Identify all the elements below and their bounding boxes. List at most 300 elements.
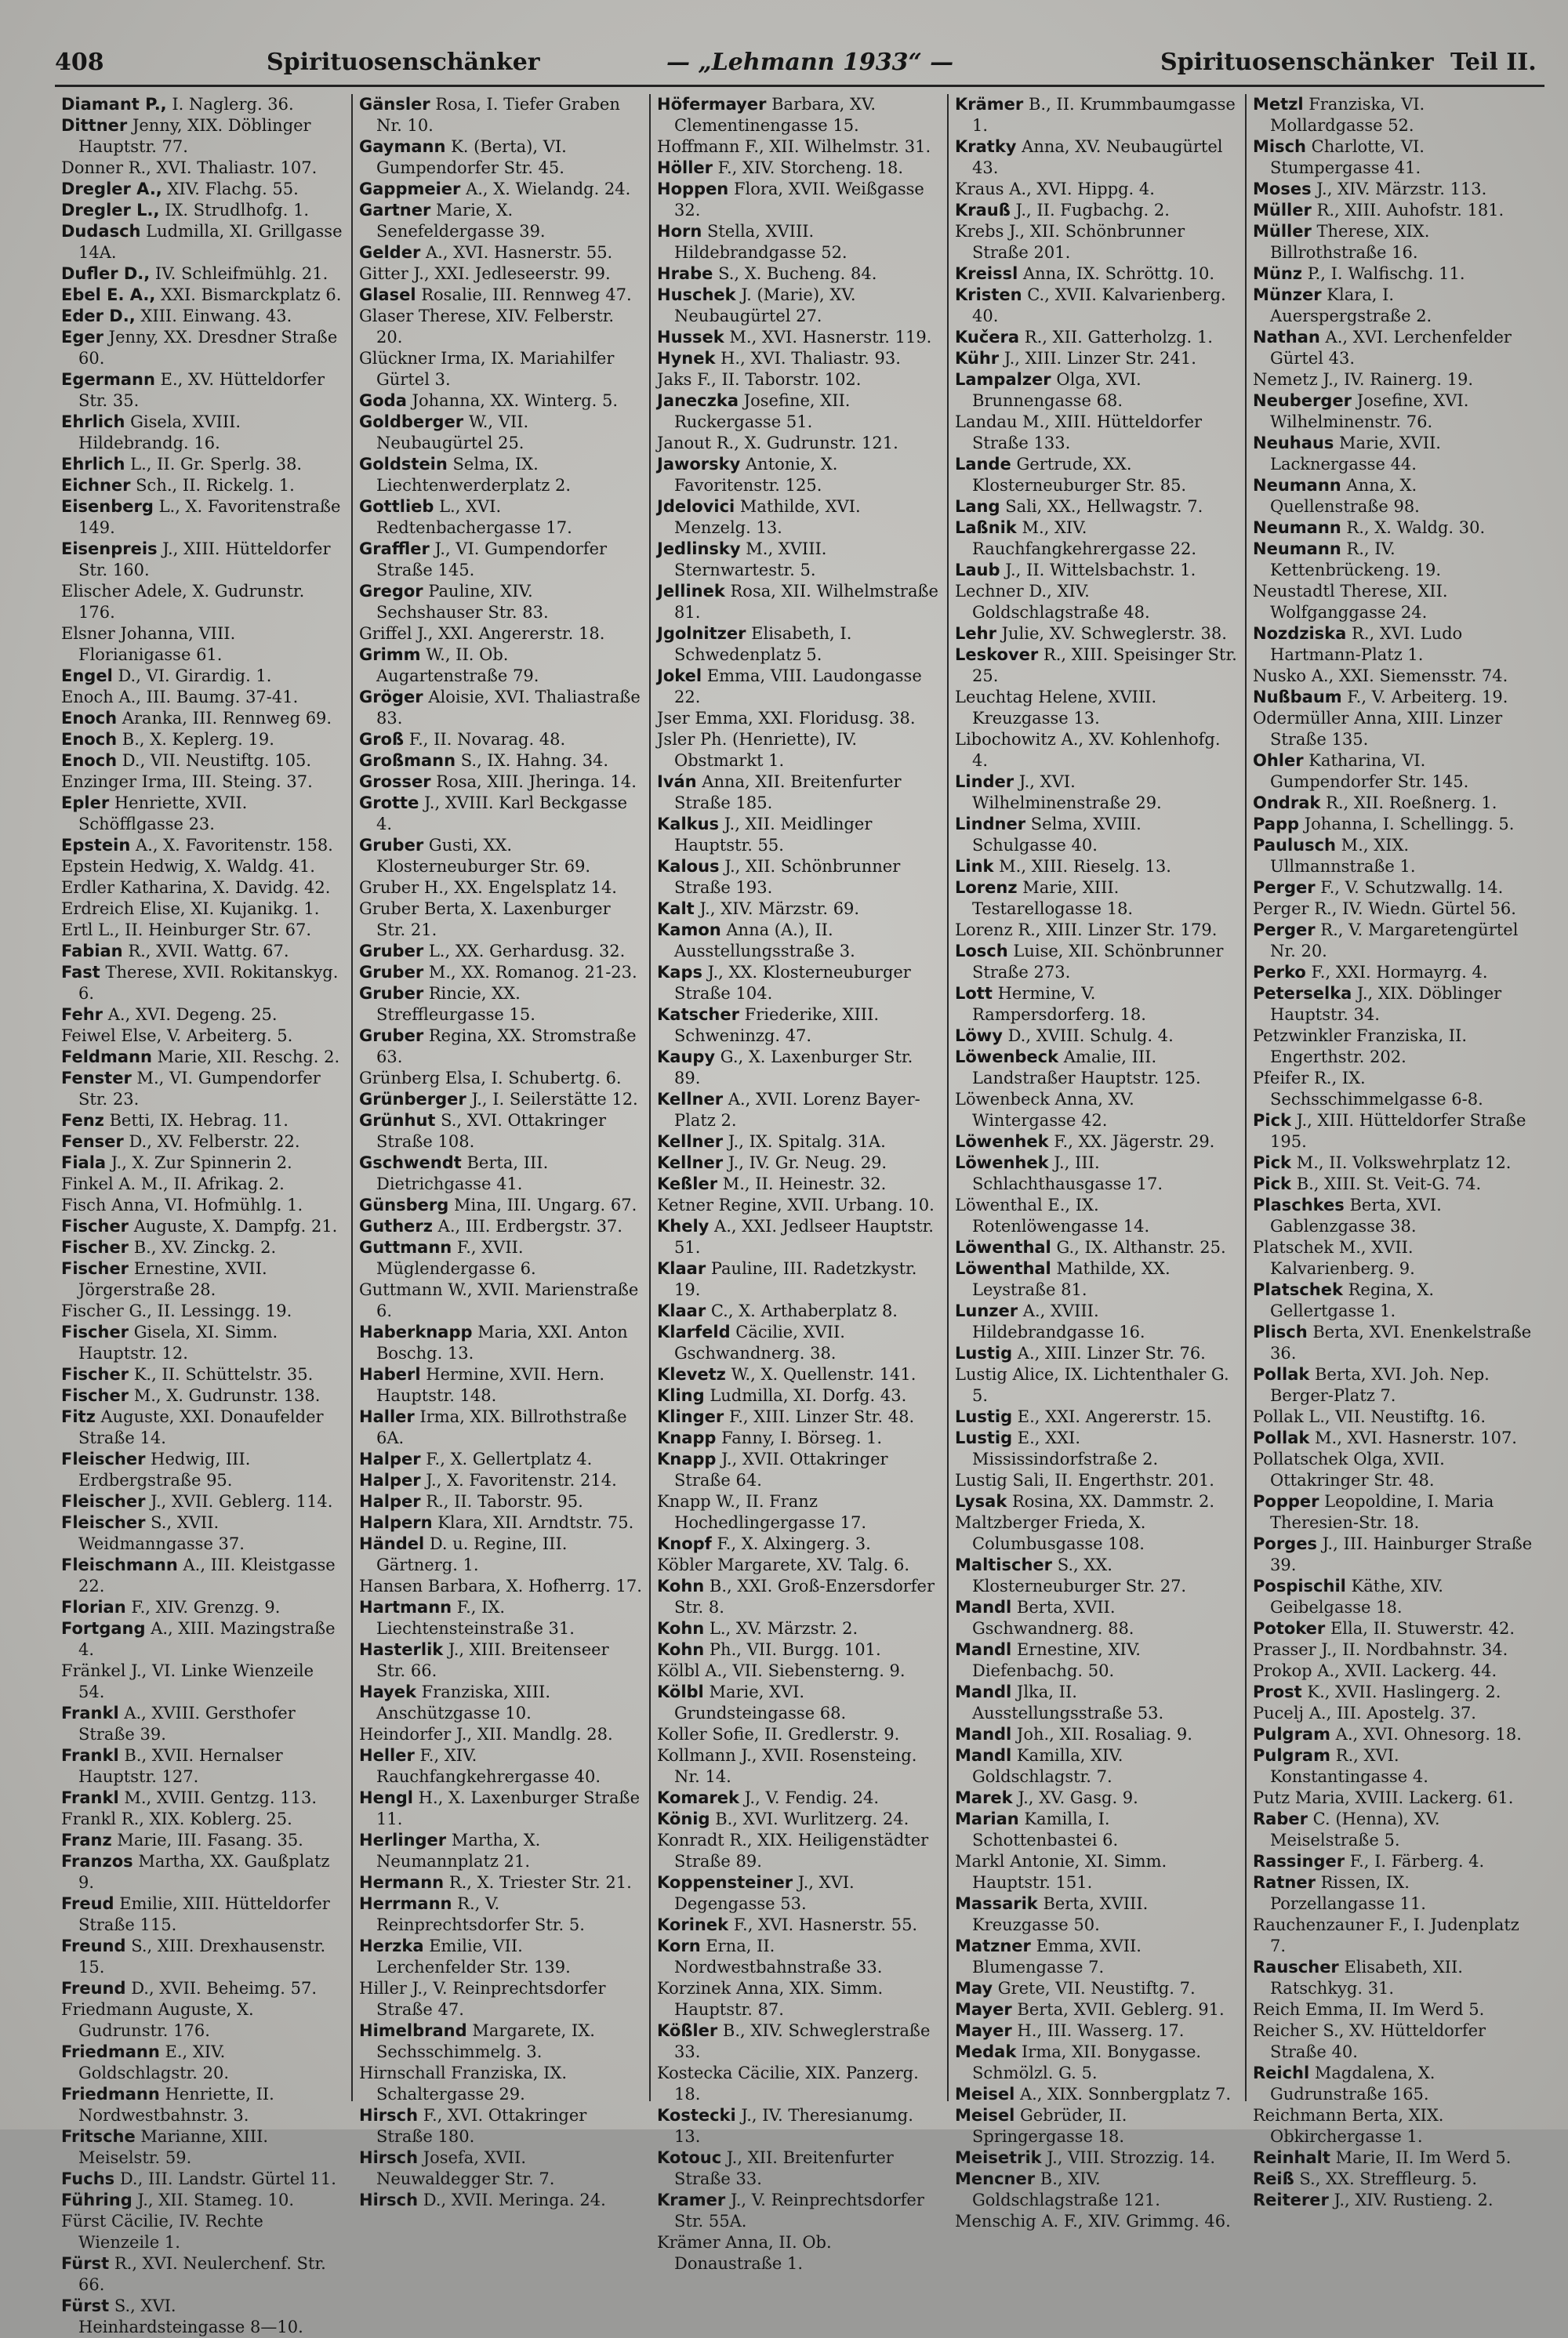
entry-name: Maltischer [955, 1556, 1053, 1574]
directory-entry [1253, 2105, 1538, 2147]
entry-address: S., XX. Streffleurg. 5. [1294, 2169, 1478, 2188]
directory-entry [657, 496, 941, 539]
directory-entry [955, 1555, 1239, 1597]
entry-address: Berta, XVI. Enenkelstraße 36. [1270, 1323, 1532, 1363]
directory-entry [359, 1639, 643, 1682]
directory-entry [657, 1322, 941, 1364]
entry-address: Lorenz R., XIII. Linzer Str. 179. [955, 920, 1218, 939]
directory-entry [61, 1788, 345, 1809]
entry-address: Mina, III. Ungarg. 67. [448, 1196, 637, 1214]
directory-entry [657, 1491, 941, 1534]
directory-entry [657, 666, 941, 708]
entry-name: Koppensteiner [657, 1873, 793, 1892]
entry-address: M., XIII. Rieselg. 13. [993, 857, 1171, 876]
entry-name: Gruber [359, 942, 424, 960]
directory-entry [955, 2105, 1239, 2147]
entry-name: Goda [359, 391, 407, 410]
entry-name: Kohn [657, 1640, 705, 1659]
entry-address: G., X. Laxenburger Str. 89. [674, 1047, 913, 1087]
directory-entry [61, 327, 345, 369]
entry-address: F., XX. Jägerstr. 29. [1048, 1132, 1215, 1151]
entry-address: Barbara, XV. Clementinengasse 15. [674, 95, 877, 135]
directory-entry [61, 1893, 345, 1936]
entry-address: Nemetz J., IV. Rainerg. 19. [1253, 370, 1473, 389]
directory-entry [955, 1428, 1239, 1470]
entry-address: Hermine, XVII. Hern. Hauptstr. 148. [376, 1365, 605, 1405]
entry-name: Fast [61, 963, 100, 982]
entry-name: Korn [657, 1937, 701, 1955]
entry-address: G., IX. Althanstr. 25. [1051, 1238, 1226, 1257]
entry-address: Markl Antonie, XI. Simm. Hauptstr. 151. [955, 1852, 1167, 1892]
entry-name: Lysak [955, 1492, 1007, 1511]
entry-address: R., XII. Gatterholzg. 1. [1019, 328, 1213, 347]
entry-address: A., XIII. Linzer Str. 76. [1012, 1344, 1206, 1363]
entry-name: Perko [1253, 963, 1306, 982]
entry-name: Knapp [657, 1450, 717, 1469]
entry-address: I. Naglerg. 36. [166, 95, 294, 114]
entry-name: Lustig [955, 1344, 1013, 1363]
directory-entry [657, 920, 941, 962]
entry-address: Rosa, XIII. Jheringa. 14. [430, 772, 637, 791]
entry-name: Grosser [359, 772, 431, 791]
entry-address: Josefa, XVII. Neuwaldegger Str. 7. [376, 2148, 555, 2188]
entry-address: L., XVI. Redtenbachergasse 17. [376, 497, 572, 537]
entry-address: Kostecka Cäcilie, XIX. Panzerg. 18. [657, 2064, 919, 2104]
entry-name: Klevetz [657, 1365, 726, 1384]
entry-address: S., IX. Hahng. 34. [456, 751, 609, 770]
directory-entry [359, 1936, 643, 1978]
entry-name: Hirsch [359, 2191, 419, 2209]
entry-name: Hrabe [657, 264, 713, 283]
entry-name: Komarek [657, 1788, 739, 1807]
directory-entry [359, 1872, 643, 1893]
entry-name: Jgolnitzer [657, 624, 746, 643]
entry-address: Krämer Anna, II. Ob. Donaustraße 1. [657, 2233, 832, 2273]
directory-entry [359, 1491, 643, 1512]
directory-entry [955, 814, 1239, 856]
entry-name: Nozdziska [1253, 624, 1347, 643]
directory-entry [657, 2020, 941, 2063]
entry-address: J., XII. Meidlinger Hauptstr. 55. [674, 815, 873, 855]
entry-address: A., XIII. Mazingstraße 4. [78, 1619, 336, 1659]
entry-name: Kellner [657, 1090, 724, 1109]
entry-address: Klara, I. Auerspergstraße 2. [1270, 285, 1432, 325]
entry-address: J., XIII. Hütteldorfer Straße 195. [1270, 1111, 1526, 1151]
directory-entry [359, 750, 643, 771]
entry-name: Enoch [61, 709, 118, 728]
entry-name: Perger [1253, 878, 1316, 897]
entry-address: Prasser J., II. Nordbahnstr. 34. [1253, 1640, 1508, 1659]
directory-entry [61, 496, 345, 539]
entry-address: Erna, II. Nordwestbahnstraße 33. [674, 1937, 883, 1977]
entry-address: Ludmilla, XI. Dorfg. 43. [704, 1386, 907, 1405]
directory-entry [955, 2042, 1239, 2084]
entry-name: Kalt [657, 899, 695, 918]
directory-entry [1253, 517, 1538, 539]
entry-name: Gregor [359, 582, 423, 601]
entry-address: Josefine, XII. Ruckergasse 51. [674, 391, 851, 431]
directory-entry [955, 1364, 1239, 1407]
directory-entry [955, 454, 1239, 496]
directory-entry [657, 1639, 941, 1661]
entry-address: Reicher S., XV. Hütteldorfer Straße 40. [1253, 2021, 1486, 2061]
entry-address: J., V. Reinprechtsdorfer Str. 55A. [674, 2191, 924, 2231]
entry-name: Gruber [359, 836, 424, 855]
directory-entry [359, 539, 643, 581]
directory-entry [657, 1555, 941, 1576]
entry-address: J., XII. Schönbrunner Straße 193. [674, 857, 901, 897]
entry-name: Hirsch [359, 2148, 419, 2167]
entry-address: Konradt R., XIX. Heiligenstädter Straße 89. [657, 1831, 929, 1871]
entry-address: J., XIV. Märzstr. 113. [1311, 180, 1487, 198]
entry-name: Papp [1253, 815, 1300, 833]
entry-address: Stella, XVIII. Hildebrandgasse 52. [674, 222, 848, 262]
entry-address: Emma, XVII. Blumengasse 7. [972, 1937, 1142, 1977]
directory-entry [955, 1491, 1239, 1512]
directory-entry [657, 1089, 941, 1131]
entry-name: Himelbrand [359, 2021, 467, 2040]
directory-entry [61, 1110, 345, 1131]
directory-entry [1253, 263, 1538, 285]
entry-address: J., XII. Stameg. 10. [132, 2191, 295, 2209]
directory-entry [359, 623, 643, 644]
entry-address: M., XVI. Hasnerstr. 119. [724, 328, 932, 347]
entry-name: Lunzer [955, 1302, 1018, 1320]
directory-entry [955, 1047, 1239, 1089]
directory-entry [657, 158, 941, 179]
entry-address: J., III. Hainburger Straße 39. [1270, 1534, 1533, 1574]
entry-name: Meisel [955, 2085, 1015, 2104]
entry-name: Jdelovici [657, 497, 735, 516]
directory-entry [61, 1301, 345, 1322]
entry-name: Händel [359, 1534, 425, 1553]
entry-address: Henriette, II. Nordwestbahnstr. 3. [78, 2085, 274, 2125]
entry-name: Kölbl [657, 1683, 704, 1701]
directory-entry [955, 348, 1239, 369]
entry-name: Mandl [955, 1746, 1012, 1765]
directory-entry [61, 2296, 345, 2338]
directory-entry [955, 644, 1239, 687]
directory-entry [1253, 136, 1538, 179]
entry-address: J., XVI. Degengasse 53. [674, 1873, 855, 1913]
entry-address: Charlotte, VI. Stumpergasse 41. [1270, 137, 1425, 177]
entry-name: Janeczka [657, 391, 739, 410]
entry-address: J., XV. Gasg. 9. [1012, 1788, 1138, 1807]
entry-address: W., VII. Neubaugürtel 25. [376, 412, 529, 452]
entry-address: J., XVIII. Karl Beckgasse 4. [376, 793, 628, 833]
entry-address: Therese, XVII. Rokitanskyg. 6. [78, 963, 339, 1003]
directory-entry [657, 285, 941, 327]
directory-entry [657, 1131, 941, 1153]
directory-entry [359, 1216, 643, 1237]
entry-address: J., XIII. Breitenseer Str. 66. [376, 1640, 609, 1680]
entry-address: Aloisie, XVI. Thaliastraße 83. [376, 688, 641, 728]
directory-entry [359, 1576, 643, 1597]
entry-address: Martha, X. Neumannplatz 21. [376, 1831, 541, 1871]
directory-entry [657, 1385, 941, 1407]
entry-name: Reichl [1253, 2064, 1310, 2082]
directory-entry [61, 708, 345, 729]
directory-entry [359, 1110, 643, 1153]
entry-name: Kratky [955, 137, 1017, 156]
entry-address: D., VII. Neustiftg. 105. [117, 751, 312, 770]
entry-address: Emma, VIII. Laudongasse 22. [674, 666, 922, 706]
entry-address: J., XVII. Ottakringer Straße 64. [674, 1450, 888, 1490]
directory-entry [61, 623, 345, 666]
entry-address: Franziska, XIII. Anschützgasse 10. [376, 1683, 550, 1723]
entry-name: Peterselka [1253, 984, 1352, 1003]
entry-name: Herrmann [359, 1894, 452, 1913]
directory-entry [657, 1195, 941, 1216]
directory-entry [359, 1978, 643, 2020]
entry-name: Fenster [61, 1069, 132, 1087]
directory-entry [61, 1851, 345, 1893]
entry-address: Glückner Irma, IX. Mariahilfer Gürtel 3. [359, 349, 615, 389]
directory-entry [657, 1576, 941, 1618]
directory-entry [359, 1364, 643, 1407]
entry-address: Ella, II. Stuwerstr. 42. [1325, 1619, 1515, 1638]
directory-entry [61, 1703, 345, 1745]
directory-entry [657, 1534, 941, 1555]
directory-entry [657, 1809, 941, 1830]
entry-address: F., V. Schutzwallg. 14. [1315, 878, 1504, 897]
entry-address: S., X. Bucheng. 84. [713, 264, 877, 283]
entry-address: Ludmilla, XI. Grillgasse 14A. [78, 222, 343, 262]
entry-name: Rassinger [1253, 1852, 1345, 1871]
entry-name: Plisch [1253, 1323, 1308, 1341]
directory-entry [61, 793, 345, 835]
entry-address: Epstein Hedwig, X. Waldg. 41. [61, 857, 315, 876]
entry-name: Gutherz [359, 1217, 433, 1236]
entry-address: Aranka, III. Rennweg 69. [117, 709, 332, 728]
entry-address: J., VIII. Strozzig. 14. [1041, 2148, 1216, 2167]
entry-name: Fleischer [61, 1492, 146, 1511]
entry-name: Fischer [61, 1238, 129, 1257]
directory-entry [359, 412, 643, 454]
entry-name: Krämer [955, 95, 1024, 114]
entry-address: Klara, XII. Arndtstr. 75. [432, 1513, 634, 1532]
entry-address: B., XVII. Hernalser Hauptstr. 127. [78, 1746, 283, 1786]
entry-name: Neuhaus [1253, 434, 1334, 452]
directory-entry [657, 623, 941, 666]
entry-name: Paulusch [1253, 836, 1336, 855]
directory-entry [955, 496, 1239, 517]
entry-name: Engel [61, 666, 113, 685]
entry-address: M., XX. Romanog. 21-23. [423, 963, 637, 982]
directory-entry [359, 1745, 643, 1788]
entry-name: Neuberger [1253, 391, 1352, 410]
directory-entry [359, 793, 643, 835]
entry-name: Gröger [359, 688, 423, 706]
entry-name: Linder [955, 772, 1014, 791]
entry-address: A., XVIII. Gersthofer Straße 39. [78, 1704, 296, 1744]
entry-name: Kristen [955, 285, 1022, 304]
directory-entry [61, 1068, 345, 1110]
entry-address: Marie, XII. Reschg. 2. [151, 1047, 340, 1066]
entry-address: F., XXI. Hormayrg. 4. [1305, 963, 1488, 982]
entry-name: Kalous [657, 857, 720, 876]
entry-name: Gschwendt [359, 1153, 462, 1172]
entry-address: A., III. Kleistgasse 22. [78, 1556, 336, 1596]
directory-entry [1253, 1999, 1538, 2020]
entry-address: D., XVIII. Schulg. 4. [1002, 1026, 1174, 1045]
directory-entry [657, 771, 941, 814]
entry-address: J., X. Favoritenstr. 214. [420, 1471, 617, 1490]
directory-entry [61, 158, 345, 179]
entry-name: Potoker [1253, 1619, 1326, 1638]
directory-entry [1253, 814, 1538, 835]
entry-name: Herzka [359, 1937, 424, 1955]
entry-name: Führing [61, 2191, 132, 2209]
directory-entry [955, 221, 1239, 263]
entry-name: Raber [1253, 1810, 1308, 1828]
directory-entry [61, 369, 345, 412]
entry-name: Fenser [61, 1132, 124, 1151]
entry-address: Gebrüder, II. Springergasse 18. [972, 2106, 1127, 2146]
directory-entry [1253, 1724, 1538, 1745]
directory-entry [61, 920, 345, 941]
directory-entry [359, 1237, 643, 1280]
entry-address: Löwenbeck Anna, XV. Wintergasse 42. [955, 1090, 1134, 1130]
entry-name: Kling [657, 1386, 705, 1405]
entry-address: A., III. Erdbergstr. 37. [433, 1217, 622, 1236]
entry-address: Franziska, VI. Mollardgasse 52. [1270, 95, 1425, 135]
directory-entry [955, 920, 1239, 941]
entry-name: Fürst [61, 2254, 110, 2273]
directory-entry [955, 2084, 1239, 2105]
directory-entry [359, 1407, 643, 1449]
entry-name: Nathan [1253, 328, 1320, 347]
entry-name: Krauß [955, 201, 1011, 220]
entry-address: Elsner Johanna, VIII. Florianigasse 61. [61, 624, 236, 664]
entry-name: Lehr [955, 624, 996, 643]
entry-name: Mandl [955, 1725, 1012, 1744]
directory-entry [657, 2063, 941, 2105]
entry-address: Grünberg Elsa, I. Schubertg. 6. [359, 1069, 622, 1087]
directory-entry [1253, 1745, 1538, 1788]
directory-entry [359, 136, 643, 179]
entry-address: Erdler Katharina, X. Davidg. 42. [61, 878, 331, 897]
directory-entry [1253, 687, 1538, 708]
entry-name: Meisel [955, 2106, 1015, 2125]
entry-address: Gisela, XVIII. Hildebrandg. 16. [78, 412, 241, 452]
entry-name: Kalkus [657, 815, 720, 833]
entry-name: Fortgang [61, 1619, 146, 1638]
directory-entry [61, 1809, 345, 1830]
directory-entry [955, 1301, 1239, 1343]
directory-entry [657, 1174, 941, 1195]
entry-name: Goldberger [359, 412, 464, 431]
directory-entry [955, 2169, 1239, 2211]
directory-entry [657, 1407, 941, 1428]
entry-address: Rissen, IX. Porzellangasse 11. [1270, 1873, 1426, 1913]
entry-address: Gusti, XX. Klosterneuburger Str. 69. [376, 836, 591, 876]
directory-entry [1253, 793, 1538, 814]
entry-address: Käthe, XIV. Geibelgasse 18. [1270, 1577, 1443, 1617]
directory-entry [657, 369, 941, 390]
directory-entry [657, 2232, 941, 2274]
entry-address: F., XIV. Storcheng. 18. [713, 158, 904, 177]
entry-address: K., II. Schüttelstr. 35. [129, 1365, 314, 1384]
directory-entry [61, 2126, 345, 2169]
entry-name: Dittner [61, 116, 128, 135]
entry-address: Rosa, XII. Wilhelmstraße 81. [674, 582, 938, 622]
entry-address: H., III. Wasserg. 17. [1011, 2021, 1185, 2040]
directory-entry [359, 983, 643, 1026]
entry-name: Reiterer [1253, 2191, 1329, 2209]
directory-entry [955, 1745, 1239, 1788]
entry-address: Anna, XII. Breitenfurter Straße 185. [674, 772, 902, 812]
entry-address: Odermüller Anna, XIII. Linzer Straße 135. [1253, 709, 1503, 749]
entry-address: B., XIV. Schweglerstraße 33. [674, 2021, 931, 2061]
directory-entry [359, 306, 643, 348]
directory-entry [61, 856, 345, 877]
entry-name: Fischer [61, 1259, 129, 1278]
directory-entry [359, 200, 643, 242]
directory-entry [657, 856, 941, 899]
directory-entry [955, 369, 1239, 412]
directory-entry [61, 1661, 345, 1703]
entry-address: M., XVIII. Gentzg. 113. [118, 1788, 317, 1807]
entry-address: Pfeifer R., IX. Sechsschimmelgasse 6-8. [1253, 1069, 1483, 1109]
entry-name: Mayer [955, 2021, 1012, 2040]
entry-name: Metzl [1253, 95, 1304, 114]
entry-name: Klinger [657, 1407, 724, 1426]
entry-name: Pulgram [1253, 1725, 1330, 1744]
entry-name: Gruber [359, 963, 424, 982]
directory-entry [955, 856, 1239, 877]
entry-name: Epler [61, 793, 110, 812]
entry-address: IX. Strudlhofg. 1. [159, 201, 310, 220]
entry-address: B., XXI. Groß-Enzersdorfer Str. 8. [674, 1577, 935, 1617]
directory-entry [61, 454, 345, 475]
column-5 [1247, 94, 1544, 2209]
directory-entry [1253, 1153, 1538, 1174]
directory-entry [61, 1004, 345, 1026]
entry-address: J., II. Wittelsbachstr. 1. [1000, 561, 1196, 579]
entry-address: J., I. Seilerstätte 12. [466, 1090, 638, 1109]
entry-address: F., X. Gellertplatz 4. [420, 1450, 593, 1469]
entry-address: Reich Emma, II. Im Werd 5. [1253, 2000, 1485, 2019]
directory-entry [359, 390, 643, 412]
entry-address: R., XVI. Ludo Hartmann-Platz 1. [1270, 624, 1463, 664]
directory-entry [61, 1512, 345, 1555]
directory-entry [657, 539, 941, 581]
directory-entry [359, 2190, 643, 2211]
directory-entry [1253, 1110, 1538, 1153]
entry-name: Massarik [955, 1894, 1038, 1913]
entry-address: B., XV. Zinckg. 2. [129, 1238, 277, 1257]
directory-entry [359, 2063, 643, 2105]
entry-name: Lang [955, 497, 1000, 516]
entry-address: Auguste, X. Dampfg. 21. [129, 1217, 338, 1236]
directory-entry [955, 729, 1239, 771]
entry-address: A., X. Wielandg. 24. [460, 180, 631, 198]
part-label: Teil II. [1450, 49, 1537, 76]
directory-entry [955, 2211, 1239, 2232]
entry-name: Leskover [955, 645, 1039, 664]
directory-entry [359, 835, 643, 877]
directory-entry [359, 1026, 643, 1068]
column-1 [55, 94, 353, 2336]
entry-name: Misch [1253, 137, 1306, 156]
entry-name: Münzer [1253, 285, 1322, 304]
directory-entry [955, 1999, 1239, 2020]
entry-address: A., XVIII. Hildebrandgasse 16. [972, 1302, 1145, 1341]
directory-entry [61, 2211, 345, 2253]
entry-address: Emilie, VII. Lerchenfelder Str. 139. [376, 1937, 571, 1977]
entry-name: Jedlinsky [657, 539, 741, 558]
